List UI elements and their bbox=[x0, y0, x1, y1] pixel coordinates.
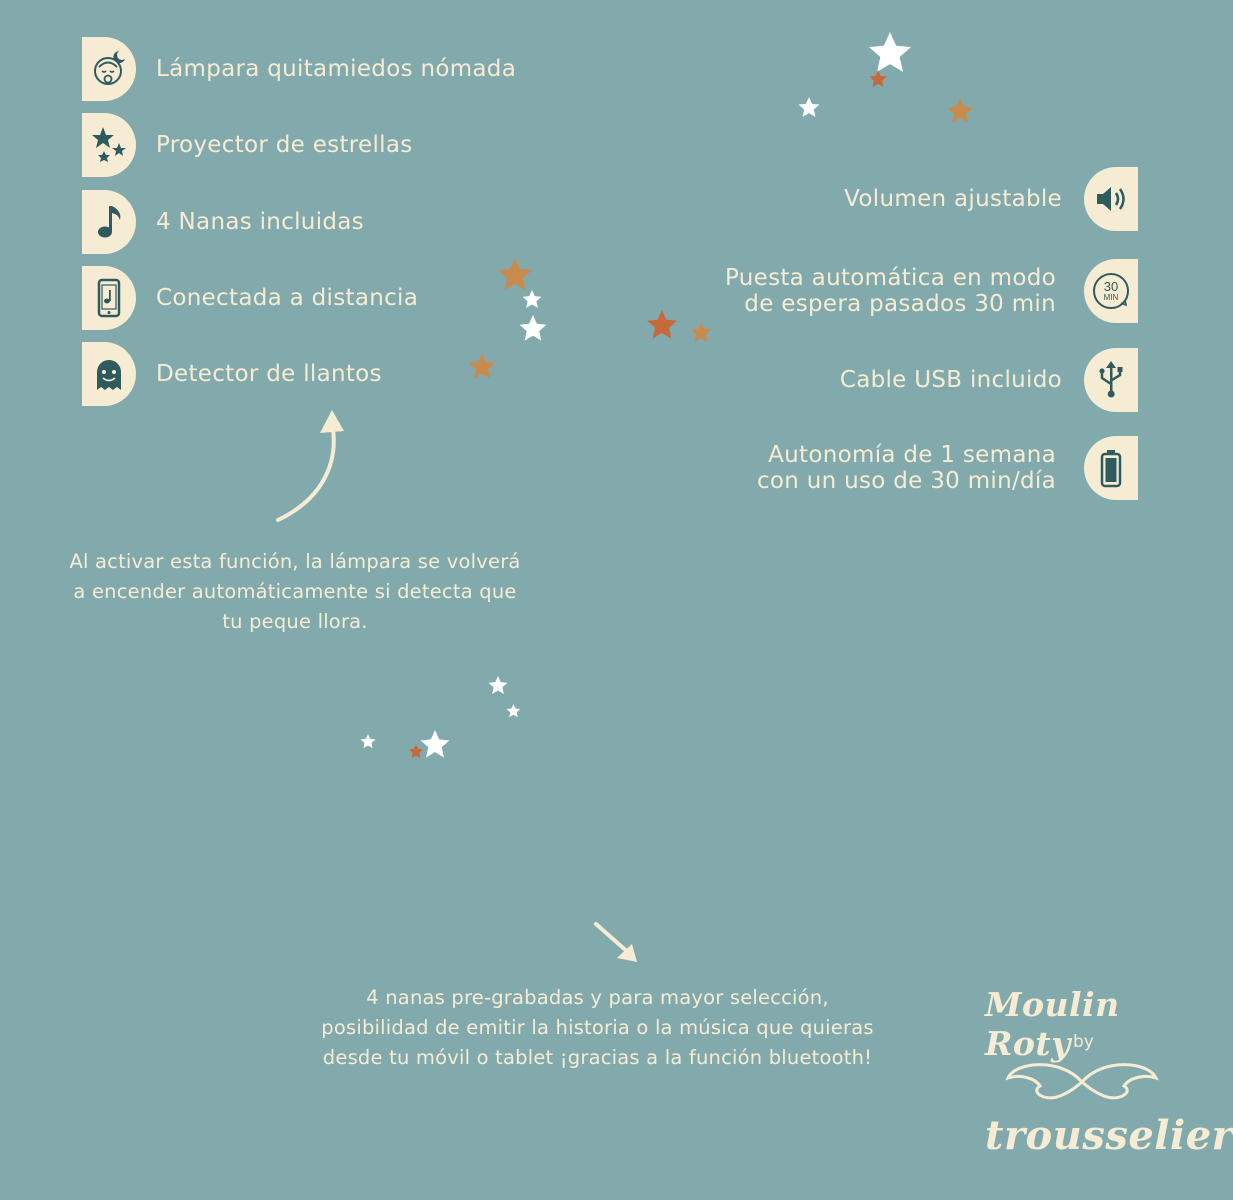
brand-logo-trousselier: trousselier bbox=[985, 1112, 1233, 1159]
curved-arrow-icon bbox=[270, 405, 360, 530]
timer-30-min-icon bbox=[1084, 259, 1138, 323]
feature-label: Volumen ajustable bbox=[844, 186, 1062, 212]
usb-icon bbox=[1084, 348, 1138, 412]
feature-label: Conectada a distancia bbox=[156, 285, 419, 311]
brand-logo-moulin-roty: Moulin Roty bbox=[985, 985, 1120, 1063]
feature-cry-detector bbox=[82, 342, 382, 406]
star-decoration bbox=[506, 704, 521, 718]
smartphone-music-icon bbox=[82, 266, 136, 330]
small-arrow-icon bbox=[590, 918, 645, 968]
star-decoration bbox=[519, 315, 547, 342]
star-decoration bbox=[690, 322, 712, 343]
feature-label: Detector de llantos bbox=[156, 361, 382, 387]
lullabies-note: 4 nanas pre-grabadas y para mayor selección, posibilidad de emitir la historia o la música que quieras desde tu móvil o tablet ¡gracias a la función bluetooth! bbox=[321, 986, 874, 1069]
star-decoration bbox=[497, 258, 533, 292]
star-decoration bbox=[522, 290, 542, 309]
feature-label: Puesta automática en modo de espera pasados 30 min bbox=[724, 265, 1056, 317]
feature-label: Proyector de estrellas bbox=[156, 132, 413, 158]
wings-logo-icon bbox=[1000, 1052, 1165, 1110]
star-decoration bbox=[420, 730, 450, 759]
star-decoration bbox=[868, 32, 912, 74]
star-decoration bbox=[946, 98, 974, 124]
baby-face-moon-icon bbox=[82, 37, 136, 101]
feature-auto-standby bbox=[725, 259, 1138, 323]
stars-icon bbox=[82, 113, 136, 177]
feature-label: Lámpara quitamiedos nómada bbox=[156, 56, 517, 82]
star-decoration bbox=[408, 744, 424, 759]
timer-number: 30 bbox=[1103, 279, 1119, 294]
music-note-icon bbox=[82, 190, 136, 254]
feature-label: 4 Nanas incluidas bbox=[156, 209, 364, 235]
star-decoration bbox=[360, 734, 376, 749]
star-decoration bbox=[646, 310, 678, 340]
feature-star-projector bbox=[82, 113, 413, 177]
feature-usb-cable bbox=[840, 348, 1138, 412]
star-decoration bbox=[488, 676, 508, 695]
cry-detector-note: Al activar esta función, la lámpara se volverá a encender automáticamente si detecta que tu peque llora. bbox=[69, 550, 521, 633]
star-decoration bbox=[468, 353, 496, 380]
timer-unit: MIN bbox=[1103, 293, 1119, 302]
ghost-icon bbox=[82, 342, 136, 406]
feature-night-lamp bbox=[82, 37, 516, 101]
star-decoration bbox=[868, 70, 888, 88]
feature-volume bbox=[844, 167, 1138, 231]
star-decoration bbox=[798, 97, 820, 118]
feature-battery bbox=[757, 436, 1138, 500]
feature-label: Cable USB incluido bbox=[839, 367, 1062, 393]
feature-lullabies bbox=[82, 190, 364, 254]
battery-icon bbox=[1084, 436, 1138, 500]
feature-remote bbox=[82, 266, 418, 330]
feature-label: Autonomía de 1 semana con un uso de 30 min/día bbox=[756, 442, 1056, 494]
brand-by: by bbox=[1073, 1032, 1094, 1052]
volume-speaker-icon bbox=[1084, 167, 1138, 231]
